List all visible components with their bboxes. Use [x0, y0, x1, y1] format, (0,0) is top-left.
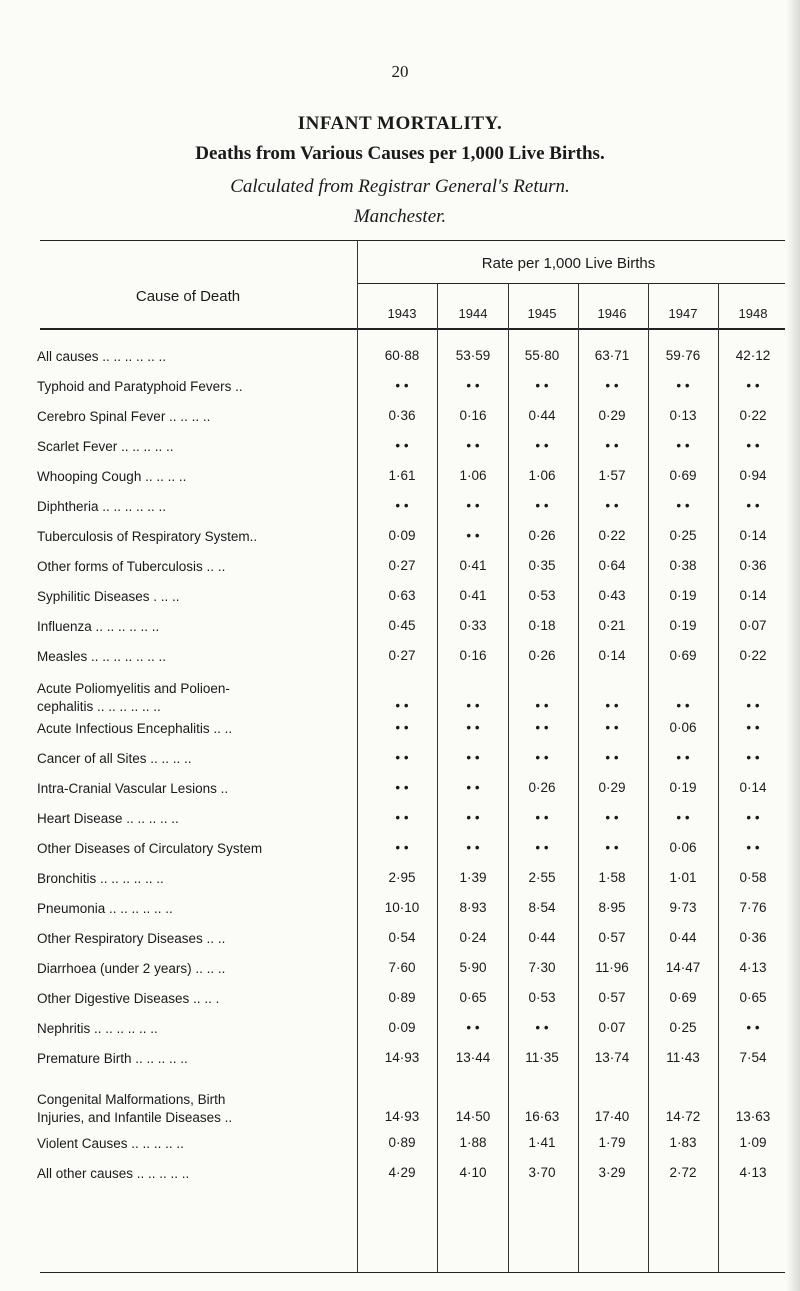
rate-cell: 13·74	[594, 1050, 630, 1065]
year-header: 1946	[597, 306, 627, 321]
rate-cell: 14·50	[455, 1109, 491, 1124]
rate-cell: • •	[466, 528, 480, 543]
year-header: 1944	[458, 306, 488, 321]
cause-cell: Heart Disease .. .. .. .. ..	[37, 811, 179, 826]
rate-cell: 14·72	[665, 1109, 701, 1124]
rate-cell: 3·29	[598, 1165, 626, 1180]
rate-cell: 0·19	[669, 588, 697, 603]
cause-cell: Diarrhoea (under 2 years) .. .. ..	[37, 961, 226, 976]
rate-cell: • •	[676, 498, 690, 513]
rate-cell: 1·83	[669, 1135, 697, 1150]
rate-cell: 11·43	[666, 1050, 700, 1065]
rate-cell: 0·18	[528, 618, 556, 633]
rate-cell: 0·36	[739, 930, 767, 945]
page-title: INFANT MORTALITY.	[297, 113, 503, 134]
rate-cell: • •	[395, 720, 409, 735]
rate-cell: 7·60	[388, 960, 416, 975]
rate-cell: 0·25	[669, 1020, 697, 1035]
rate-cell: 9·73	[669, 900, 697, 915]
cause-cell: Other Digestive Diseases .. .. .	[37, 991, 220, 1006]
rate-cell: 17·40	[594, 1109, 630, 1124]
cause-cell: Typhoid and Paratyphoid Fevers ..	[37, 379, 243, 394]
cause-cell: Measles .. .. .. .. .. .. ..	[37, 649, 167, 664]
rate-cell: • •	[466, 780, 480, 795]
rate-cell: • •	[395, 840, 409, 855]
rate-cell: 0·26	[528, 780, 556, 795]
rate-cell: 2·55	[528, 870, 556, 885]
rate-cell: • •	[466, 1020, 480, 1035]
rate-cell: 4·13	[739, 960, 767, 975]
rate-cell: • •	[466, 750, 480, 765]
rate-cell: 0·64	[598, 558, 626, 573]
rate-cell: 7·54	[739, 1050, 767, 1065]
rate-cell: 1·58	[598, 870, 626, 885]
table-top-rule	[40, 240, 785, 241]
rate-cell: 1·09	[739, 1135, 767, 1150]
rate-cell: 7·76	[739, 900, 767, 915]
rate-cell: 13·63	[735, 1109, 771, 1124]
rate-cell: 1·61	[388, 468, 416, 483]
rate-cell: 0·89	[388, 990, 416, 1005]
rate-cell: 0·16	[459, 408, 487, 423]
rate-cell: 0·44	[669, 930, 697, 945]
rate-cell: 14·93	[384, 1050, 420, 1065]
rate-cell: 0·94	[739, 468, 767, 483]
year-header: 1945	[527, 306, 557, 321]
page-subtitle: Deaths from Various Causes per 1,000 Live Births.	[195, 143, 605, 164]
rate-cell: • •	[746, 698, 760, 713]
rate-cell: 0·06	[669, 840, 697, 855]
rate-cell: 60·88	[384, 348, 420, 363]
cause-cell: Bronchitis .. .. .. .. .. ..	[37, 871, 164, 886]
rate-cell: • •	[466, 698, 480, 713]
cause-header: Cause of Death	[135, 288, 241, 305]
rate-cell: • •	[395, 810, 409, 825]
rate-cell: • •	[676, 698, 690, 713]
column-divider	[357, 240, 358, 1272]
rate-cell: 0·22	[739, 648, 767, 663]
rate-cell: • •	[395, 498, 409, 513]
cause-cell: Other Diseases of Circulatory System	[37, 841, 263, 856]
rate-cell: 13·44	[455, 1050, 491, 1065]
rate-cell: 1·57	[598, 468, 626, 483]
rate-cell: • •	[395, 378, 409, 393]
cause-cell: Premature Birth .. .. .. .. ..	[37, 1051, 188, 1066]
rate-cell: 0·63	[388, 588, 416, 603]
rate-cell: 0·65	[739, 990, 767, 1005]
rate-cell: 8·93	[459, 900, 487, 915]
page-number: 20	[391, 62, 409, 81]
cause-cell: Syphilitic Diseases . .. ..	[37, 589, 180, 604]
rate-cell: • •	[395, 750, 409, 765]
rate-cell: 0·26	[528, 528, 556, 543]
rate-cell: 0·57	[598, 930, 626, 945]
rate-cell: 0·22	[739, 408, 767, 423]
rate-cell: • •	[535, 1020, 549, 1035]
rate-cell: • •	[605, 698, 619, 713]
rate-cell: • •	[605, 750, 619, 765]
rate-cell: • •	[535, 438, 549, 453]
header-bottom-rule	[40, 328, 785, 330]
rate-cell: 0·09	[388, 528, 416, 543]
rate-cell: 0·69	[669, 648, 697, 663]
rate-cell: 0·36	[388, 408, 416, 423]
rate-cell: 0·26	[528, 648, 556, 663]
rate-cell: 1·39	[459, 870, 487, 885]
year-header-rule	[357, 283, 785, 284]
rate-cell: • •	[466, 378, 480, 393]
rate-cell: • •	[395, 438, 409, 453]
rate-cell: 0·25	[669, 528, 697, 543]
rate-cell: 0·14	[598, 648, 626, 663]
rate-cell: 42·12	[735, 348, 771, 363]
rate-cell: 0·07	[598, 1020, 626, 1035]
rate-cell: 4·13	[739, 1165, 767, 1180]
cause-cell: Acute Poliomyelitis and Polioen- cephalitis .. .. .. .. .. ..	[37, 681, 230, 714]
rate-cell: 0·36	[739, 558, 767, 573]
rate-cell: 0·45	[388, 618, 416, 633]
rate-cell: • •	[395, 780, 409, 795]
rate-cell: 8·95	[598, 900, 626, 915]
rate-cell: • •	[676, 750, 690, 765]
rate-cell: • •	[605, 498, 619, 513]
rate-cell: 0·27	[388, 648, 416, 663]
rate-cell: 0·24	[459, 930, 487, 945]
rate-cell: 59·76	[665, 348, 701, 363]
rate-cell: • •	[746, 378, 760, 393]
rate-cell: 1·41	[528, 1135, 556, 1150]
cause-cell: Other Respiratory Diseases .. ..	[37, 931, 226, 946]
rate-cell: 14·93	[384, 1109, 420, 1124]
rate-cell: • •	[605, 810, 619, 825]
rate-cell: • •	[746, 1020, 760, 1035]
rate-cell: 0·27	[388, 558, 416, 573]
rate-cell: • •	[535, 720, 549, 735]
rate-cell: • •	[676, 438, 690, 453]
rate-cell: • •	[746, 498, 760, 513]
cause-cell: Diphtheria .. .. .. .. .. ..	[37, 499, 167, 514]
rate-cell: • •	[746, 438, 760, 453]
rate-cell: 0·89	[388, 1135, 416, 1150]
rate-cell: • •	[535, 840, 549, 855]
rate-cell: 0·38	[669, 558, 697, 573]
rate-cell: 0·41	[459, 588, 487, 603]
rate-cell: 2·72	[669, 1165, 697, 1180]
rate-cell: 1·79	[598, 1135, 626, 1150]
rate-cell: • •	[466, 720, 480, 735]
rate-cell: 3·70	[528, 1165, 556, 1180]
rate-cell: 0·69	[669, 468, 697, 483]
rate-cell: 0·65	[459, 990, 487, 1005]
cause-cell: Tuberculosis of Respiratory System..	[37, 529, 258, 544]
cause-cell: Intra-Cranial Vascular Lesions ..	[37, 781, 229, 796]
rate-cell: • •	[605, 720, 619, 735]
rate-cell: 5·90	[459, 960, 487, 975]
rate-cell: 0·44	[528, 930, 556, 945]
rate-cell: 0·06	[669, 720, 697, 735]
rate-cell: 16·63	[524, 1109, 560, 1124]
rate-cell: 0·43	[598, 588, 626, 603]
rate-cell: • •	[535, 750, 549, 765]
rate-header: Rate per 1,000 Live Births	[481, 255, 656, 272]
rate-cell: 0·35	[528, 558, 556, 573]
rate-cell: 55·80	[524, 348, 560, 363]
cause-cell: Nephritis .. .. .. .. .. ..	[37, 1021, 158, 1036]
rate-cell: 0·53	[528, 588, 556, 603]
rate-cell: • •	[466, 810, 480, 825]
rate-cell: 4·29	[388, 1165, 416, 1180]
rate-cell: 10·10	[384, 900, 420, 915]
rate-cell: 0·13	[669, 408, 697, 423]
cause-cell: Influenza .. .. .. .. .. ..	[37, 619, 160, 634]
rate-cell: 0·44	[528, 408, 556, 423]
rate-cell: 0·29	[598, 408, 626, 423]
rate-cell: 0·16	[459, 648, 487, 663]
year-header: 1948	[738, 306, 768, 321]
rate-cell: • •	[676, 378, 690, 393]
rate-cell: 0·54	[388, 930, 416, 945]
rate-cell: 1·88	[459, 1135, 487, 1150]
cause-cell: Acute Infectious Encephalitis .. ..	[37, 721, 233, 736]
cause-cell: Violent Causes .. .. .. .. ..	[37, 1136, 184, 1151]
rate-cell: 53·59	[455, 348, 491, 363]
rate-cell: 0·69	[669, 990, 697, 1005]
rate-cell: 0·22	[598, 528, 626, 543]
cause-cell: All causes .. .. .. .. .. ..	[37, 349, 167, 364]
year-header: 1947	[668, 306, 698, 321]
rate-cell: • •	[466, 438, 480, 453]
rate-cell: 0·14	[739, 588, 767, 603]
rate-cell: 0·09	[388, 1020, 416, 1035]
rate-cell: 0·07	[739, 618, 767, 633]
rate-cell: • •	[466, 840, 480, 855]
rate-cell: • •	[746, 720, 760, 735]
cause-cell: Other forms of Tuberculosis .. ..	[37, 559, 226, 574]
rate-cell: 2·95	[388, 870, 416, 885]
rate-cell: • •	[746, 840, 760, 855]
table-bottom-rule	[40, 1272, 785, 1273]
rate-cell: 8·54	[528, 900, 556, 915]
rate-cell: 11·35	[525, 1050, 559, 1065]
cause-cell: Congenital Malformations, Birth Injuries, and Infantile Diseases ..	[37, 1092, 233, 1125]
rate-cell: • •	[535, 698, 549, 713]
rate-cell: 0·19	[669, 780, 697, 795]
rate-cell: 0·14	[739, 528, 767, 543]
rate-cell: 7·30	[528, 960, 556, 975]
rate-cell: • •	[746, 750, 760, 765]
rate-cell: 0·53	[528, 990, 556, 1005]
year-header: 1943	[387, 306, 417, 321]
rate-cell: 1·01	[669, 870, 697, 885]
rate-cell: 1·06	[528, 468, 556, 483]
rate-cell: • •	[676, 810, 690, 825]
rate-cell: • •	[535, 810, 549, 825]
cause-cell: Scarlet Fever .. .. .. .. ..	[37, 439, 174, 454]
rate-cell: 0·58	[739, 870, 767, 885]
rate-cell: 4·10	[459, 1165, 487, 1180]
rate-cell: • •	[395, 698, 409, 713]
rate-cell: • •	[605, 438, 619, 453]
rate-cell: • •	[605, 840, 619, 855]
cause-cell: Whooping Cough .. .. .. ..	[37, 469, 187, 484]
rate-cell: 0·19	[669, 618, 697, 633]
rate-cell: 11·96	[595, 960, 629, 975]
rate-cell: 0·33	[459, 618, 487, 633]
source-note: Calculated from Registrar General's Return.	[230, 176, 570, 197]
rate-cell: 1·06	[459, 468, 487, 483]
rate-cell: • •	[535, 498, 549, 513]
rate-cell: 0·21	[598, 618, 626, 633]
cause-cell: All other causes .. .. .. .. ..	[37, 1166, 190, 1181]
cause-cell: Cerebro Spinal Fever .. .. .. ..	[37, 409, 211, 424]
rate-cell: 14·47	[665, 960, 701, 975]
rate-cell: • •	[466, 498, 480, 513]
place-name: Manchester.	[353, 206, 447, 227]
cause-cell: Pneumonia .. .. .. .. .. ..	[37, 901, 173, 916]
rate-cell: • •	[535, 378, 549, 393]
rate-cell: • •	[605, 378, 619, 393]
rate-cell: 0·14	[739, 780, 767, 795]
rate-cell: 0·57	[598, 990, 626, 1005]
rate-cell: • •	[746, 810, 760, 825]
rate-cell: 63·71	[594, 348, 630, 363]
rate-cell: 0·29	[598, 780, 626, 795]
rate-cell: 0·41	[459, 558, 487, 573]
cause-cell: Cancer of all Sites .. .. .. ..	[37, 751, 192, 766]
